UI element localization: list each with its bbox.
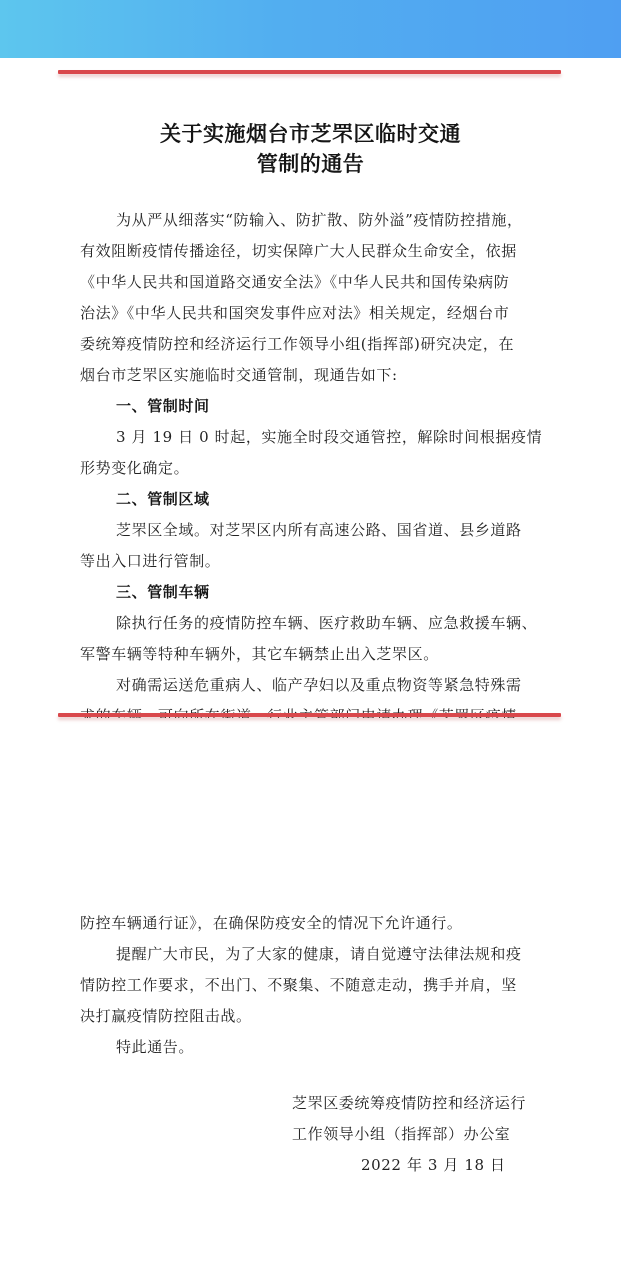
reminder-line: 情防控工作要求，不出门、不聚集、不随意走动，携手并肩，坚 <box>80 976 517 994</box>
intro-line: 为从严从细落实“防输入、防扩散、防外溢”疫情防控措施， <box>116 211 523 229</box>
intro-line: 烟台市芝罘区实施临时交通管制，现通告如下: <box>80 366 398 384</box>
top-banner <box>0 0 621 58</box>
notice-title-line-2: 管制的通告 <box>256 152 365 176</box>
section-heading-time: 一、管制时间 <box>116 397 210 415</box>
red-rule-top <box>58 70 561 74</box>
intro-line: 治法》《中华人民共和国突发事件应对法》相关规定，经烟台市 <box>80 304 510 322</box>
reminder-line: 提醒广大市民，为了大家的健康，请自觉遵守法律法规和疫 <box>116 945 522 963</box>
section-heading-area: 二、管制区域 <box>116 490 210 508</box>
notice-title-line-1: 关于实施烟台市芝罘区临时交通 <box>160 122 461 146</box>
section-line: 等出入口进行管制。 <box>80 552 221 570</box>
section-line: 形势变化确定。 <box>80 459 190 477</box>
section-line: 芝罘区全域。对芝罘区内所有高速公路、国省道、县乡道路 <box>116 521 522 539</box>
section-heading-vehicles: 三、管制车辆 <box>116 583 210 601</box>
closing-line: 特此通告。 <box>116 1038 195 1056</box>
section-line: 军警车辆等特种车辆外，其它车辆禁止出入芝罘区。 <box>80 645 439 663</box>
signature-org-line-1: 芝罘区委统筹疫情防控和经济运行 <box>292 1094 527 1112</box>
red-rule-bottom <box>58 713 561 717</box>
intro-line: 《中华人民共和国道路交通安全法》《中华人民共和国传染病防 <box>80 273 510 291</box>
section-line: 对确需运送危重病人、临产孕妇以及重点物资等紧急特殊需 <box>116 676 522 694</box>
signature-date: 2022 年 3 月 18 日 <box>361 1156 506 1174</box>
continuation-line: 防控车辆通行证》，在确保防疫安全的情况下允许通行。 <box>80 914 463 932</box>
section-line: 3 月 19 日 0 时起，实施全时段交通管控，解除时间根据疫情 <box>116 428 543 446</box>
signature-org-line-2: 工作领导小组（指挥部）办公室 <box>292 1125 511 1143</box>
reminder-line: 决打赢疫情防控阻击战。 <box>80 1007 252 1025</box>
section-line: 除执行任务的疫情防控车辆、医疗救助车辆、应急救援车辆、 <box>116 614 538 632</box>
intro-line: 委统筹疫情防控和经济运行工作领导小组(指挥部)研究决定，在 <box>80 335 515 353</box>
intro-line: 有效阻断疫情传播途径，切实保障广大人民群众生命安全，依据 <box>80 242 517 260</box>
